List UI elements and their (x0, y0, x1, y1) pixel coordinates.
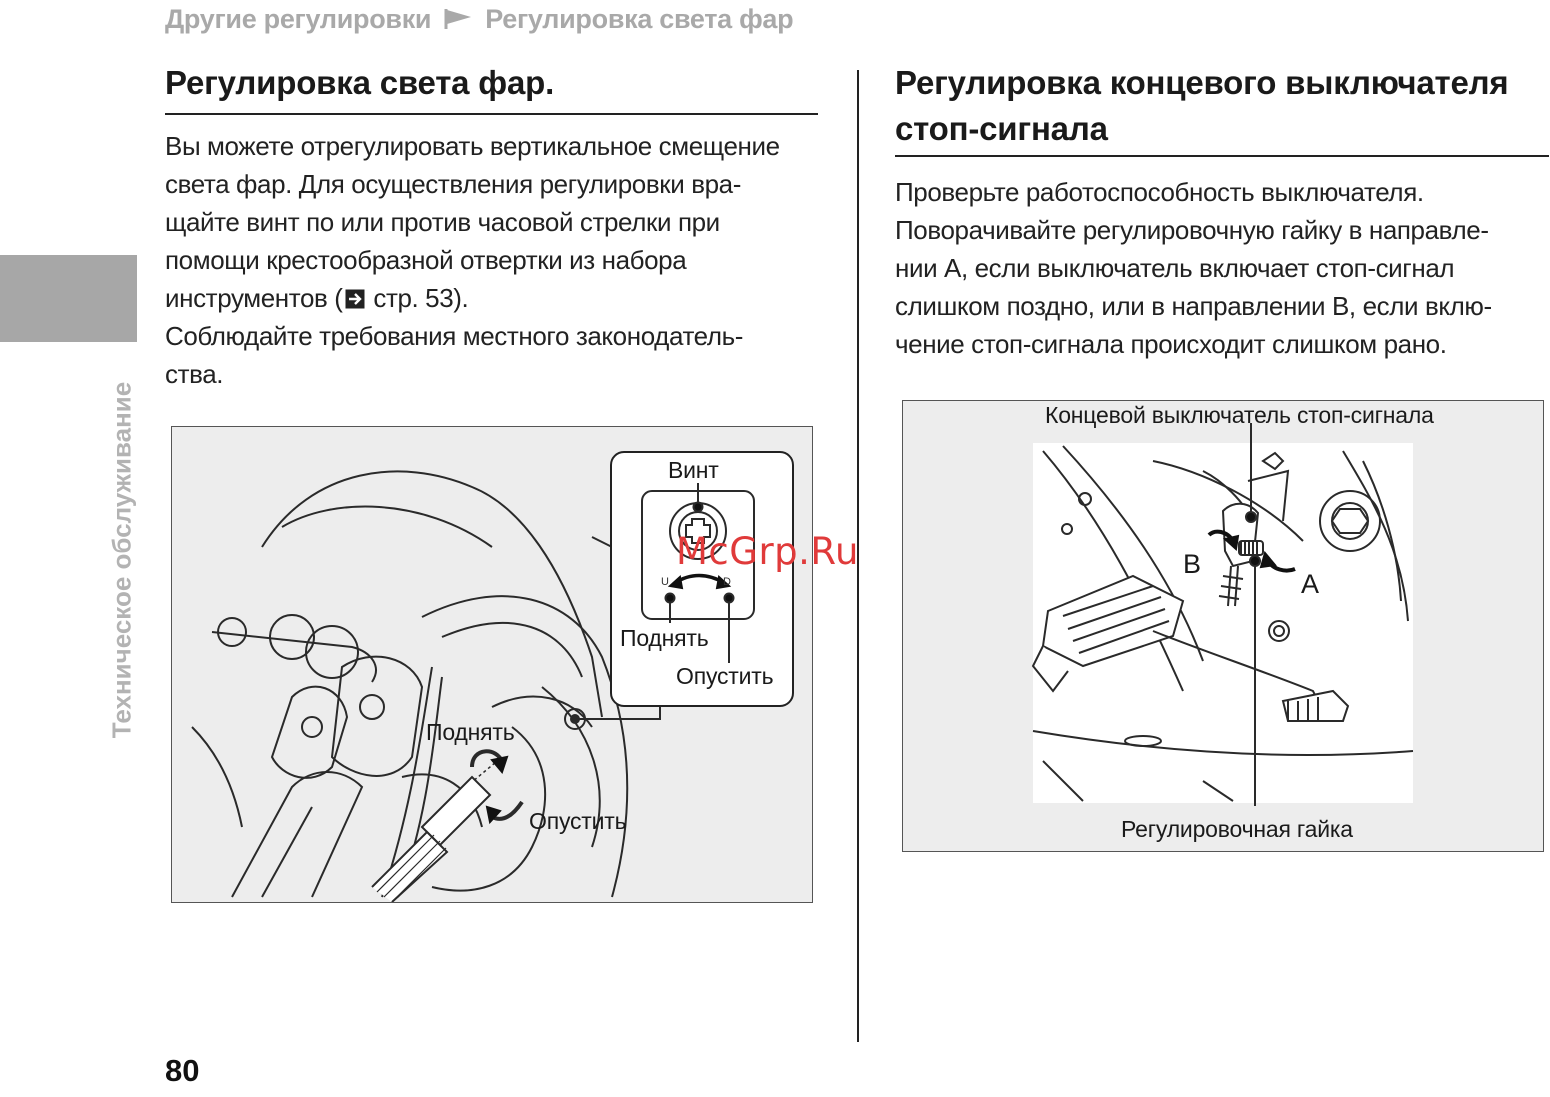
headlight-text (165, 127, 825, 393)
screw-label: Винт (668, 457, 719, 483)
title-line: стоп-сигнала (895, 110, 1108, 147)
text-line: Проверьте работоспособность выключателя. (895, 177, 1424, 207)
text-line: щайте винт по или против часовой стрелки при (165, 207, 720, 237)
text-fragment: стр. 53). (366, 283, 469, 313)
lower-label: Опустить (529, 808, 627, 834)
text-line (165, 279, 825, 317)
text-line: чение стоп-сигнала происходит слишком рано. (895, 329, 1447, 359)
dial-u-label: U (661, 576, 669, 588)
brake-switch-label: Концевой выключатель стоп-сигнала (1045, 402, 1434, 428)
text-line: Поворачивайте регулировочную гайку в направле- (895, 215, 1489, 245)
title-rule (895, 155, 1549, 157)
brake-switch-text (895, 173, 1545, 363)
title-line: Регулировка концевого выключателя (895, 64, 1509, 101)
brake-switch-title (895, 60, 1508, 152)
text-line: нии А, если выключатель включает стоп-сигнал (895, 253, 1455, 283)
rear-brake-illustration (903, 401, 1543, 851)
direction-b-label: B (1183, 549, 1201, 579)
section-tab (0, 255, 137, 342)
brake-switch-figure (902, 400, 1544, 852)
flag-arrow-icon (443, 8, 473, 30)
raise-label: Поднять (426, 719, 515, 745)
title-rule (165, 113, 818, 115)
headlight-title: Регулировка света фар. (165, 64, 555, 101)
watermark: McGrp.Ru (676, 530, 859, 573)
inset-lower-label: Опустить (676, 663, 774, 689)
screw-detail-inset (610, 451, 794, 707)
page-number: 80 (165, 1053, 200, 1088)
direction-a-label: A (1301, 569, 1319, 599)
inset-raise-label: Поднять (620, 625, 709, 651)
dial-d-label: D (723, 576, 731, 588)
adjusting-nut-label: Регулировочная гайка (1121, 816, 1353, 842)
text-line: помощи крестообразной отвертки из набора (165, 245, 687, 275)
section-label: Техническое обслуживание (106, 381, 137, 739)
text-line: Вы можете отрегулировать вертикальное смещение (165, 131, 780, 161)
breadcrumb (165, 0, 793, 38)
text-line: слишком поздно, или в направлении В, если вклю- (895, 291, 1492, 321)
headlight-figure (171, 426, 813, 903)
text-line: света фар. Для осуществления регулировки вра- (165, 169, 741, 199)
text-line: ства. (165, 359, 224, 389)
text-line: Соблюдайте требования местного законодатель- (165, 321, 744, 351)
breadcrumb-current: Регулировка света фар (485, 3, 794, 34)
breadcrumb-parent: Другие регулировки (165, 3, 432, 34)
text-fragment: инструментов ( (165, 283, 343, 313)
page-reference-icon (345, 289, 365, 309)
